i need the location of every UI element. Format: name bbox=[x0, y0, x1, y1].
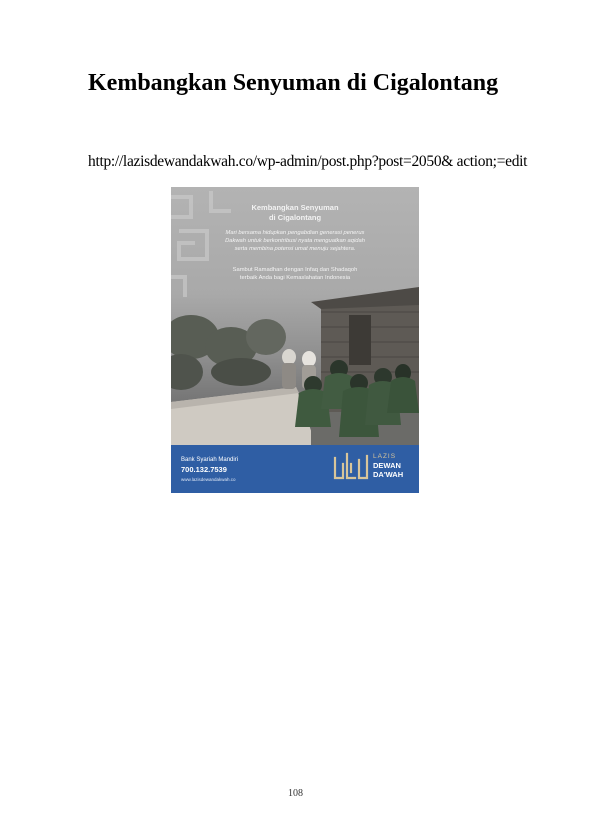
poster-body-line: serta membina potensi umat menuju sejahtera. bbox=[234, 246, 356, 252]
logo-text-lazis: LAZIS bbox=[373, 453, 397, 460]
bank-name: Bank Syariah Mandiri bbox=[181, 457, 239, 463]
poster-subtitle-line: terbaik Anda bagi Kemaslahatan Indonesia bbox=[239, 275, 351, 281]
poster-title-line2: di Cigalontang bbox=[268, 213, 322, 222]
poster-subtitle-line: Sambut Ramadhan dengan Infaq dan Shadaqoh bbox=[232, 267, 358, 273]
logo-text-dewan: DEWAN bbox=[373, 461, 401, 470]
page-title: Kembangkan Senyuman di Cigalontang bbox=[88, 70, 499, 96]
page-number: 108 bbox=[288, 788, 303, 799]
logo-text-dawah: DA'WAH bbox=[373, 470, 404, 479]
poster-website: www.lazisdewandakwah.co bbox=[181, 477, 236, 482]
poster-title-line1: Kembangkan Senyuman bbox=[251, 203, 339, 212]
poster-body-line: Dakwah untuk berkontribusi nyata menguatkan aqidah bbox=[225, 238, 365, 244]
poster-body-line: Mari bersama hidupkan pengabdian generasi penerus bbox=[225, 230, 365, 236]
post-url: http://lazisdewandakwah.co/wp-admin/post.php?post=2050& action;=edit bbox=[88, 153, 528, 170]
poster-image bbox=[171, 187, 419, 493]
dewan-dawah-logo-icon bbox=[332, 452, 370, 482]
account-number: 700.132.7539 bbox=[181, 465, 227, 474]
vegetation bbox=[171, 315, 286, 390]
